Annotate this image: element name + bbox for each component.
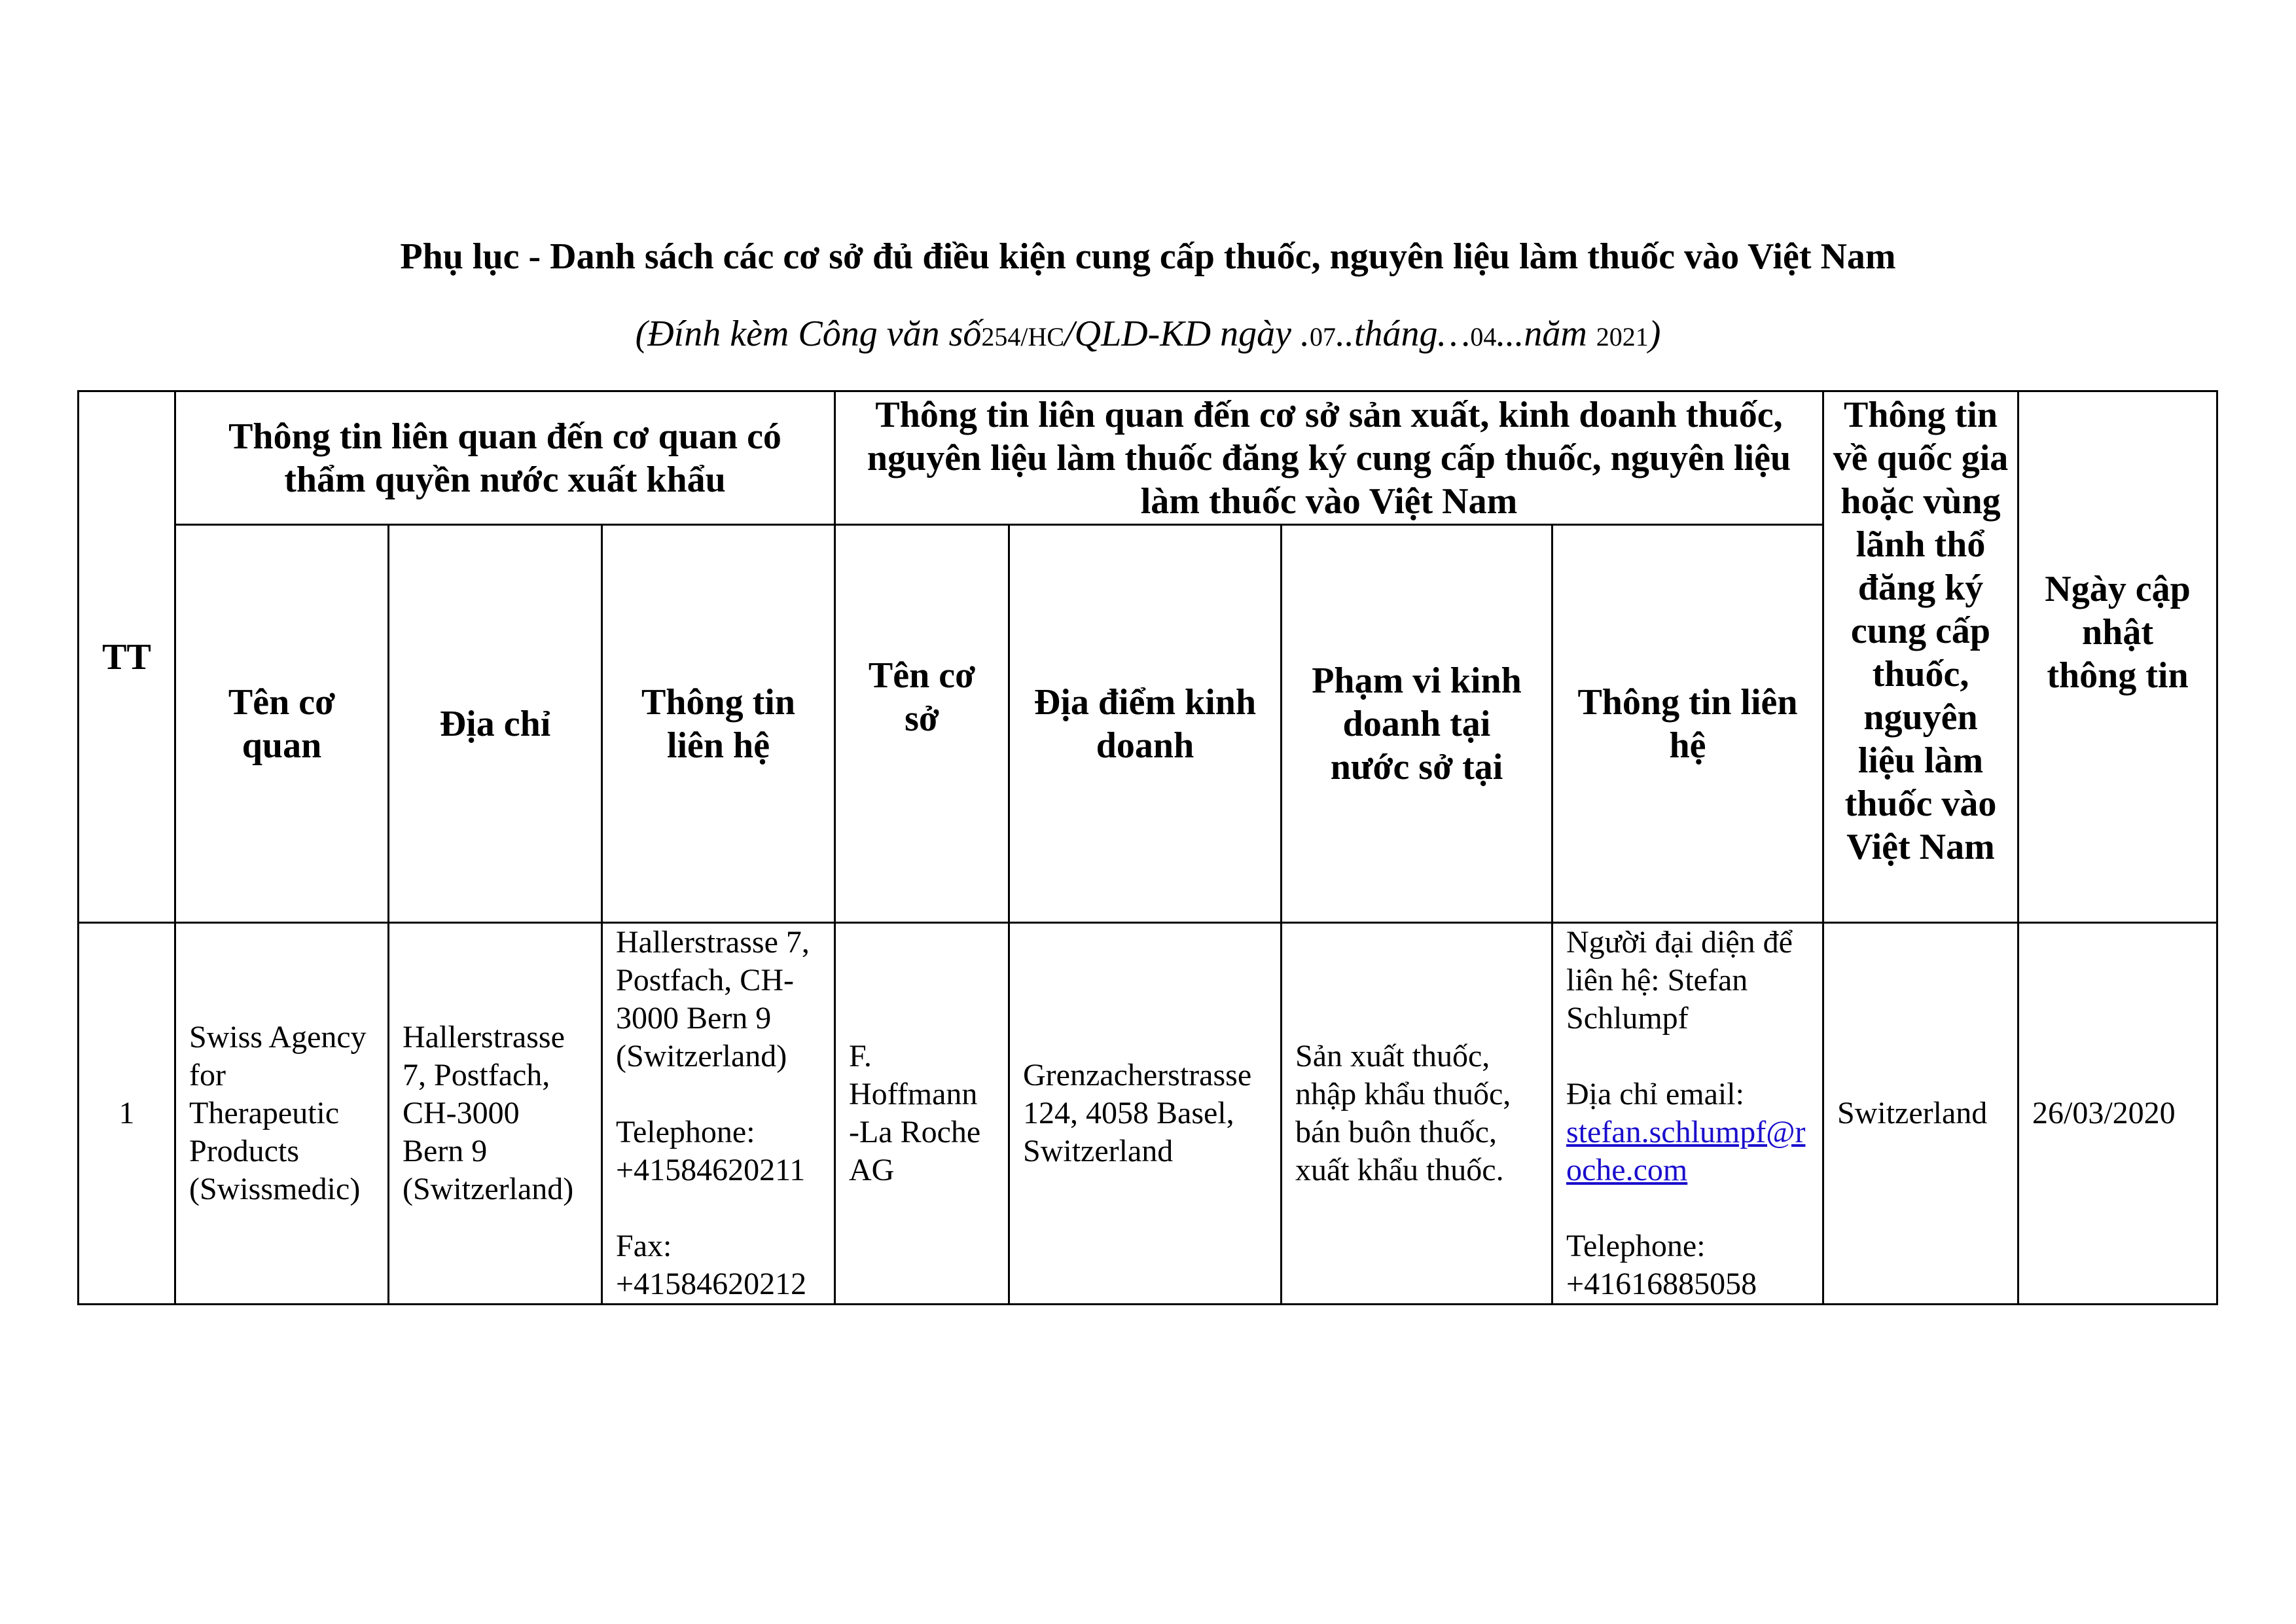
subtitle-prefix: (Đính kèm Công văn số xyxy=(635,314,982,354)
document-title: Phụ lục - Danh sách các cơ sở đủ điều kiện cung cấp thuốc, nguyên liệu làm thuốc vào Việt Nam xyxy=(400,236,1896,277)
cell-business-scope: Sản xuất thuốc, nhập khẩu thuốc, bán buôn thuốc, xuất khẩu thuốc. xyxy=(1282,923,1552,1305)
cell-authority-address: Hallerstrasse 7, Postfach, CH-3000 Bern 9 (Switzerland) xyxy=(389,923,602,1305)
header-authority-address: Địa chỉ xyxy=(389,525,602,923)
header-group-facility: Thông tin liên quan đến cơ sở sản xuất, kinh doanh thuốc, nguyên liệu làm thuốc đăng ký cung cấp thuốc, nguyên liệu làm thuốc vào Việt Nam xyxy=(835,391,1823,525)
facility-contact-email-link[interactable]: stefan.schlumpf@roche.com xyxy=(1566,1115,1806,1187)
subtitle-year: 2021 xyxy=(1596,322,1649,352)
subtitle-suffix: ) xyxy=(1648,314,1661,354)
header-authority-contact: Thông tin liên hệ xyxy=(602,525,835,923)
document-subtitle xyxy=(0,308,2296,363)
header-facility-contact: Thông tin liên hệ xyxy=(1552,525,1823,923)
subtitle-month: 04 xyxy=(1470,322,1497,352)
facility-contact-email-label: Địa chỉ email: xyxy=(1566,1077,1744,1111)
header-business-scope: Phạm vi kinh doanh tại nước sở tại xyxy=(1282,525,1552,923)
header-facility-location: Địa điểm kinh doanh xyxy=(1009,525,1282,923)
cell-facility-location: Grenzacherstrasse 124, 4058 Basel, Switzerland xyxy=(1009,923,1282,1305)
table-row xyxy=(79,923,2217,1305)
cell-facility-contact xyxy=(1552,923,1823,1305)
cell-facility-name: F. Hoffmann -La Roche AG xyxy=(835,923,1009,1305)
authority-contact-address: Hallerstrasse 7, Postfach, CH-3000 Bern 9 (Switzerland) xyxy=(616,925,810,1074)
subtitle-mid2: ..tháng… xyxy=(1335,314,1471,354)
header-authority-name: Tên cơ quan xyxy=(175,525,389,923)
cell-authority-contact xyxy=(602,923,835,1305)
header-tt: TT xyxy=(79,391,175,923)
facility-contact-telephone: Telephone: +41616885058 xyxy=(1566,1229,1757,1301)
subtitle-mid3: ...năm xyxy=(1496,314,1596,354)
header-country-info: Thông tin về quốc gia hoặc vùng lãnh thổ đăng ký cung cấp thuốc, nguyên liệu làm thuốc vào Việt Nam xyxy=(1823,391,2018,923)
supplier-table xyxy=(77,390,2218,1305)
authority-contact-telephone: Telephone: +41584620211 xyxy=(616,1115,806,1187)
authority-contact-fax: Fax: +41584620212 xyxy=(616,1229,807,1301)
cell-update-date: 26/03/2020 xyxy=(2018,923,2217,1305)
subtitle-mid1: /QLD-KD ngày . xyxy=(1064,314,1310,354)
facility-contact-representative: Người đại diện để liên hệ: Stefan Schlumpf xyxy=(1566,925,1793,1036)
header-row-group xyxy=(79,391,2217,525)
subtitle-doc-number: 254/HC xyxy=(981,322,1065,352)
header-update-date: Ngày cập nhật thông tin xyxy=(2018,391,2217,923)
header-group-authority: Thông tin liên quan đến cơ quan có thẩm quyền nước xuất khẩu xyxy=(175,391,835,525)
cell-authority-name: Swiss Agency for Therapeutic Products (Swissmedic) xyxy=(175,923,389,1305)
subtitle-day: 07 xyxy=(1309,322,1336,352)
cell-country: Switzerland xyxy=(1823,923,2018,1305)
cell-tt: 1 xyxy=(79,923,175,1305)
header-facility-name: Tên cơ sở xyxy=(835,525,1009,923)
